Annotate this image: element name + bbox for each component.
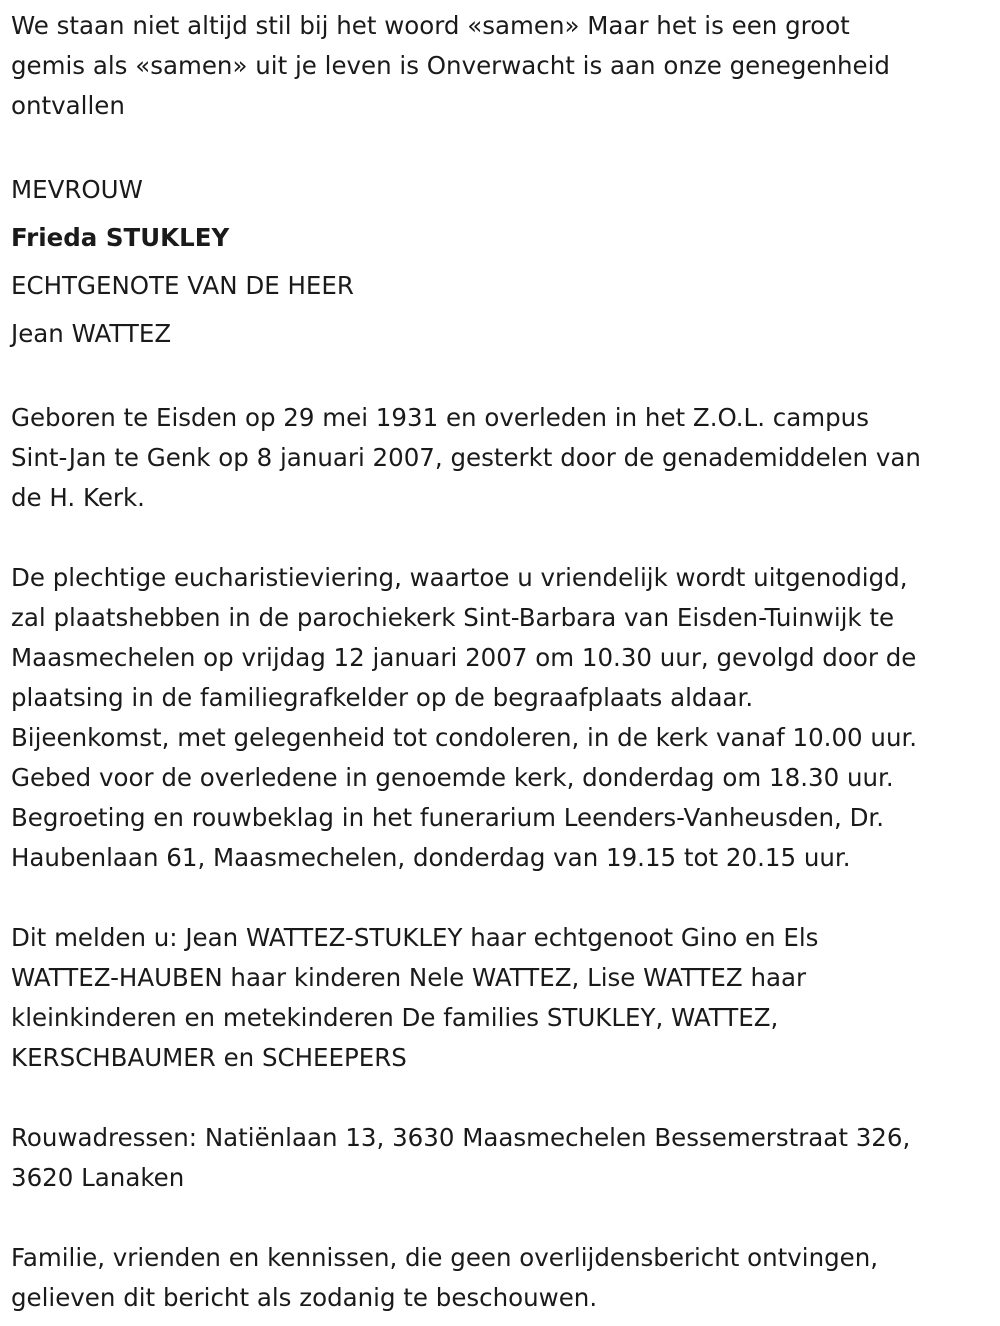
spouse-name: Jean WATTEZ (11, 319, 172, 348)
paragraph-line: Gebed voor de overledene in genoemde kerk, donderdag om 18.30 uur. (11, 763, 894, 792)
paragraph-line: gelieven dit bericht als zodanig te beschouwen. (11, 1283, 598, 1312)
addresses-paragraph (11, 1118, 996, 1198)
family-paragraph (11, 918, 996, 1078)
relation-label: ECHTGENOTE VAN DE HEER (11, 271, 354, 300)
paragraph-line: KERSCHBAUMER en SCHEEPERS (11, 1043, 407, 1072)
paragraph-line: zal plaatshebben in de parochiekerk Sint-Barbara van Eisden-Tuinwijk te (11, 603, 895, 632)
paragraph-line: Familie, vrienden en kennissen, die geen overlijdensbericht ontvingen, (11, 1243, 879, 1272)
paragraph-line: 3620 Lanaken (11, 1163, 185, 1192)
paragraph-line: Rouwadressen: Natiënlaan 13, 3630 Maasmechelen Bessemerstraat 326, (11, 1123, 911, 1152)
obituary-notice (11, 6, 996, 1318)
paragraph-line: plaatsing in de familiegrafkelder op de begraafplaats aldaar. (11, 683, 754, 712)
paragraph-line: De plechtige eucharistieviering, waartoe u vriendelijk wordt uitgenodigd, (11, 563, 908, 592)
paragraph-line: Sint-Jan te Genk op 8 januari 2007, gesterkt door de genademiddelen van (11, 443, 921, 472)
salutation: MEVROUW (11, 175, 143, 204)
paragraph-line: Begroeting en rouwbeklag in het funerarium Leenders-Vanheusden, Dr. (11, 803, 885, 832)
paragraph-line: Dit melden u: Jean WATTEZ-STUKLEY haar echtgenoot Gino en Els (11, 923, 819, 952)
deceased-block (11, 166, 996, 358)
paragraph-line: Haubenlaan 61, Maasmechelen, donderdag van 19.15 tot 20.15 uur. (11, 843, 851, 872)
intro-line: gemis als «samen» uit je leven is Onverwacht is aan onze genegenheid (11, 51, 890, 80)
closing-paragraph (11, 1238, 996, 1318)
paragraph-line: kleinkinderen en metekinderen De families STUKLEY, WATTEZ, (11, 1003, 779, 1032)
paragraph-line: WATTEZ-HAUBEN haar kinderen Nele WATTEZ, Lise WATTEZ haar (11, 963, 807, 992)
paragraph-line: Geboren te Eisden op 29 mei 1931 en overleden in het Z.O.L. campus (11, 403, 869, 432)
birth-death-paragraph (11, 398, 996, 518)
paragraph-line: Maasmechelen op vrijdag 12 januari 2007 om 10.30 uur, gevolgd door de (11, 643, 917, 672)
intro-line: We staan niet altijd stil bij het woord «samen» Maar het is een groot (11, 11, 850, 40)
intro-quote (11, 6, 996, 126)
paragraph-line: de H. Kerk. (11, 483, 145, 512)
intro-line: ontvallen (11, 91, 125, 120)
ceremony-paragraph (11, 558, 996, 878)
paragraph-line: Bijeenkomst, met gelegenheid tot condoleren, in de kerk vanaf 10.00 uur. (11, 723, 918, 752)
deceased-name: Frieda STUKLEY (11, 223, 230, 252)
